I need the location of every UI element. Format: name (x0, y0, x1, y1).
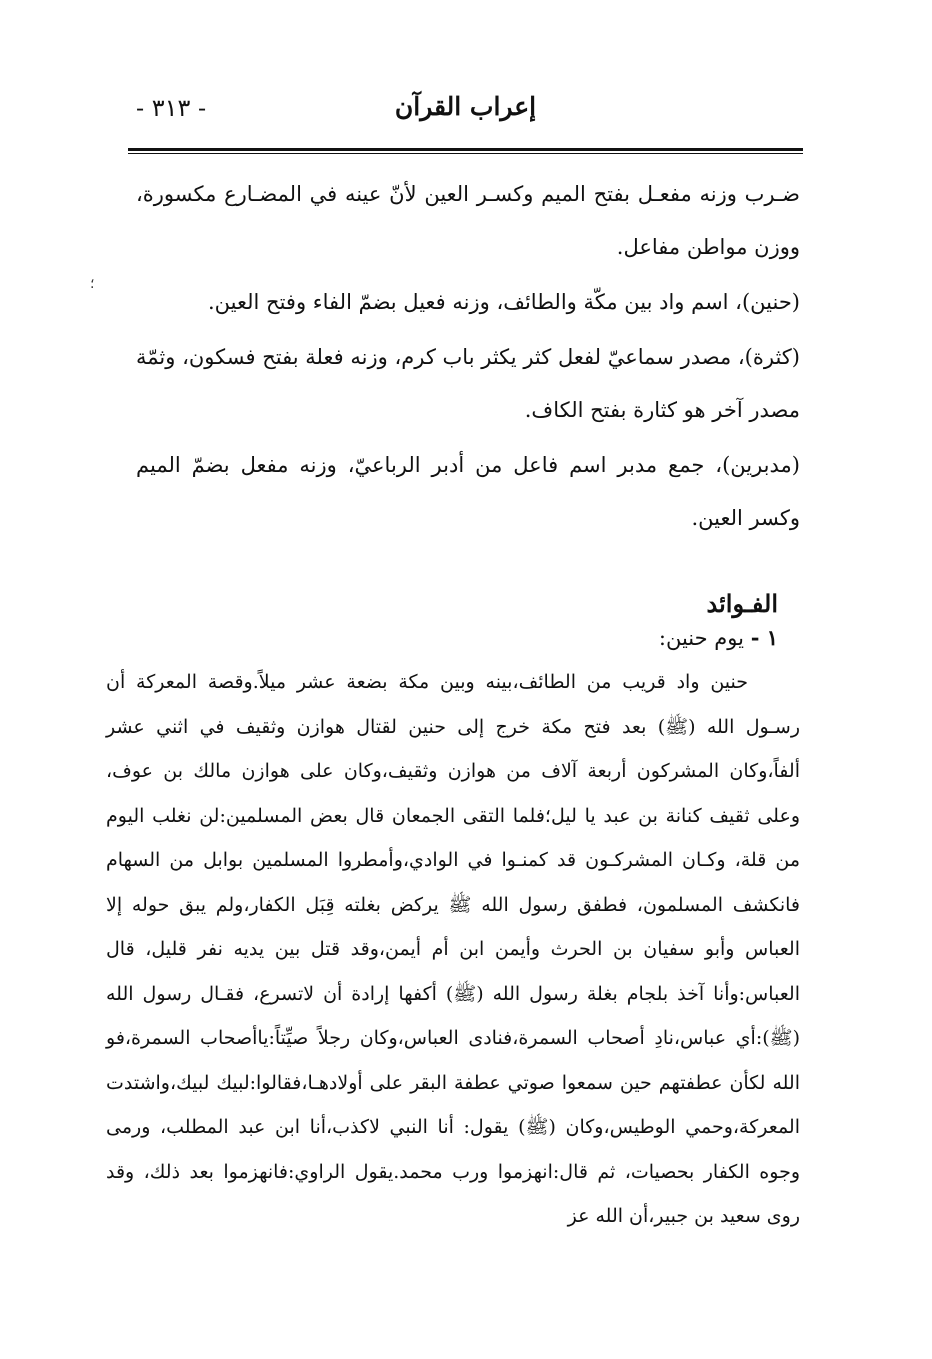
paragraph: ضـرب وزنه مفعـل بفتح الميم وكسـر العين لأنّ عينه في المضـارع مكسورة، ووزن مواطن مفاعل. (136, 182, 800, 259)
page-header (128, 88, 803, 148)
paragraph: (حنين)، اسم واد بين مكّة والطائف، وزنه فعيل بضمّ الفاء وفتح العين. (208, 290, 800, 314)
subheading (659, 625, 778, 650)
page-number: - ٣١٣ - (136, 94, 207, 122)
paragraph: (مدبرين)، جمع مدبر اسم فاعل من أدبر الرباعيّ، وزنه مفعل بضمّ الميم وكسر العين. (136, 453, 800, 530)
section-title: الفـوائد (706, 589, 778, 618)
grammar-notes (136, 168, 800, 547)
benefits-text (106, 660, 800, 1239)
running-title: إعراب القرآن (394, 92, 537, 121)
subheading-number: ١ - (750, 625, 778, 650)
subheading-text: يوم حنين: (658, 626, 744, 650)
margin-mark: ؛ (90, 276, 95, 292)
paragraph: حنين واد قريب من الطائف،بينه وبين مكة بضعة عشر ميلاً.وقصة المعركة أن رسـول الله (ﷺ) بعد فتح مكة خرج إلى حنين لقتال هوازن وثقيف في اثني عشر ألفاً،وكان المشركون أربعة آلاف من هوازن وثقيف،وكان على هوازن مالك بن عوف، وعلى ثقيف كنانة بن عبد يا ليل؛فلما التقى الجمعان قال بعض المسلمين:لن نغلب اليوم من قلة، وكـان المشركـون قد كمنـوا في الوادي،وأمطروا المسلمين بوابل من السهام فانكشف المسلمون، فطفق رسول الله ﷺ يركض بغلته قِبَل الكفار،ولم يبق حوله إلا العباس وأبو سفيان بن الحرث وأيمن ابن أم أيمن،وقد قتل بين يديه نفر قليل، قال العباس:وأنا آخذ بلجام بغلة رسول الله (ﷺ) أكفها إرادة أن لاتسرع، فقـال رسول الله (ﷺ):أي عباس،نادِ أصحاب السمرة،فنادى العباس،وكان رجلاً صيِّتاً:ياأصحاب السمرة،فو الله لكأن عطفتهم حين سمعوا صوتي عطفة البقر على أولادهـا،فقالوا:لبيك لبيك،واشتدت المعركة،وحمي الوطيس،وكان (ﷺ) يقول: أنا النبي لاكذب،أنا ابن عبد المطلب، ورمى وجوه الكفار بحصيات، ثم قال:انهزموا ورب محمد.يقول الراوي:فانهزموا بعد ذلك، وقد روى سعيد بن جبير،أن الله عز (106, 671, 800, 1227)
header-rule (128, 148, 803, 154)
paragraph: (كثرة)، مصدر سماعيّ لفعل كثر يكثر باب كرم، وزنه فعلة بفتح فسكون، وثمّة مصدر آخر هو كثارة بفتح الكاف. (136, 345, 800, 422)
